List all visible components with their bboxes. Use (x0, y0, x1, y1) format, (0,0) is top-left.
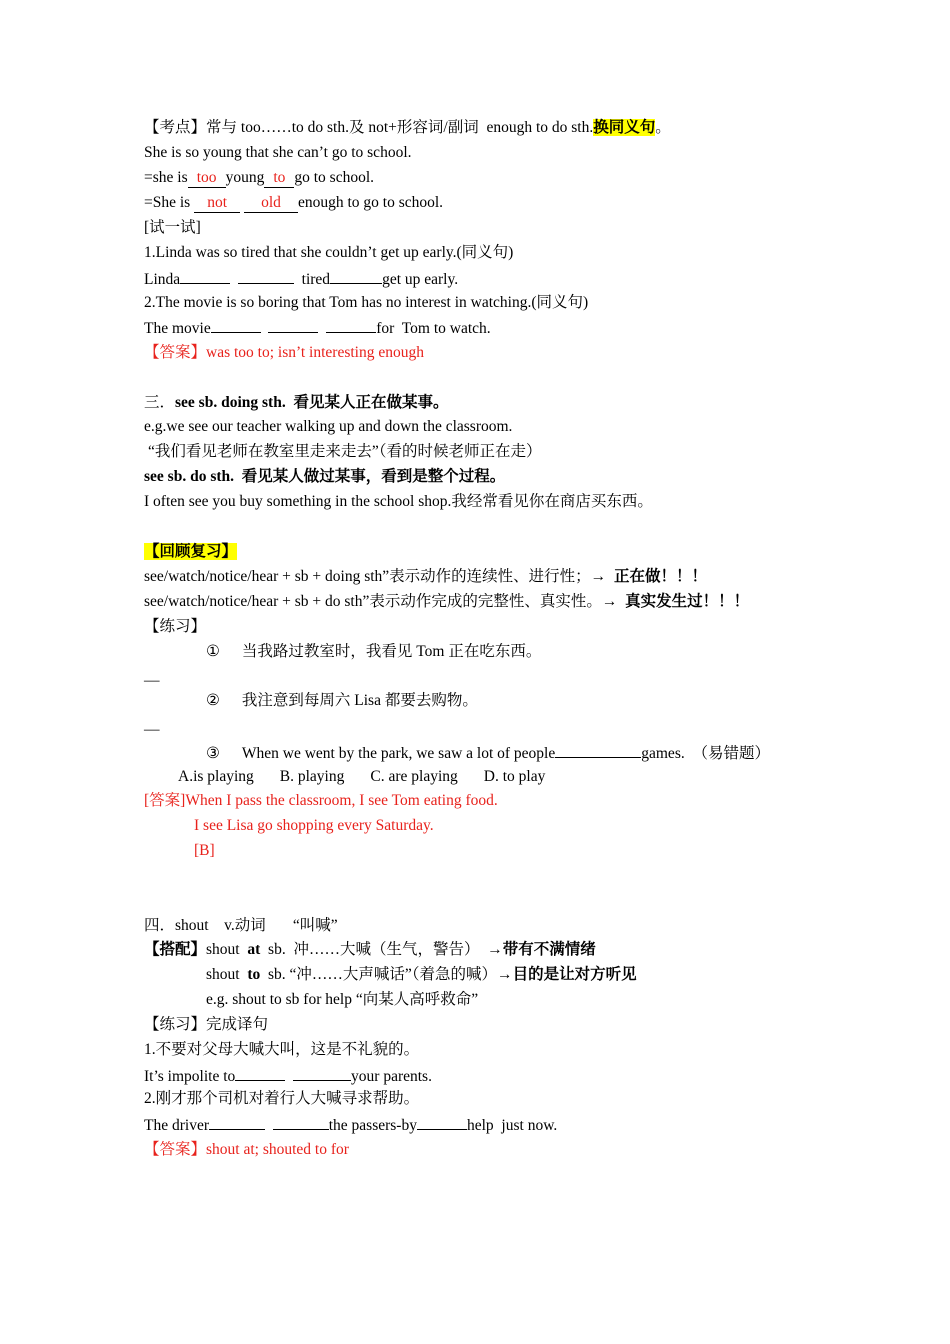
question-1: 1.Linda was so tired that she couldn’t get up early.(同义句) (144, 244, 514, 261)
q2-en-mid: the passers-by (328, 1117, 417, 1134)
item-text: 我注意到每周六 Lisa 都要去购物。 (241, 692, 478, 709)
blank[interactable] (209, 1115, 265, 1130)
blank[interactable] (326, 318, 376, 333)
ex2-part-a: =she is (144, 169, 188, 186)
review-line-2-text: see/watch/notice/hear + sb + do sth”表示动作完成的完整性、真实性。→ (144, 593, 626, 610)
review-line-2 (144, 593, 749, 611)
review-answer-2: I see Lisa go shopping every Saturday. (194, 817, 434, 834)
blank[interactable] (235, 1066, 285, 1081)
ex2-part-d: go to school. (294, 169, 375, 186)
question-1-fill (144, 269, 458, 289)
collocation-1-at: at (247, 941, 261, 958)
collocation-2-a: shout (206, 966, 248, 983)
blank[interactable] (293, 1066, 351, 1081)
option-c[interactable]: C. are playing (370, 768, 458, 785)
item-text: When we went by the park, we saw a lot of people (241, 745, 556, 762)
collocation-2 (206, 966, 637, 984)
item-number: ② (206, 692, 220, 709)
review-line-2-emphasis: 真实发生过！！！ (625, 593, 750, 610)
blank[interactable] (238, 269, 294, 284)
section-3-heading: see sb. doing sth. 看见某人正在做某事。 (175, 394, 449, 411)
collocation-2-emphasis: 目的是让对方听见 (512, 966, 637, 983)
answer-too: too (188, 169, 226, 188)
answer-old: old (244, 194, 298, 213)
option-b[interactable]: B. playing (279, 768, 345, 785)
kaodian-highlight: 换同义句 (593, 119, 656, 136)
section-3-number: 三． (144, 394, 176, 411)
section-3-title-2: see sb. do sth. 看见某人做过某事，看到是整个过程。 (144, 468, 506, 485)
blank[interactable] (273, 1115, 329, 1130)
collocation-1-a: shout (206, 941, 248, 958)
blank[interactable] (211, 318, 261, 333)
collocation-2-to: to (247, 966, 261, 983)
q2-en-start: The driver (144, 1117, 209, 1134)
section-4-q1: 1.不要对父母大喊大叫，这是不礼貌的。 (144, 1041, 420, 1058)
review-line-1 (144, 568, 707, 586)
item-text-end: games. （易错题） (641, 745, 770, 762)
practice-item-1 (206, 643, 541, 661)
question-2: 2.The movie is so boring that Tom has no interest in watching.(同义句) (144, 294, 589, 311)
answer-1: 【答案】was too to; isn’t interesting enough (144, 344, 424, 361)
q2-subject: The movie (144, 320, 211, 337)
section-4-title: 四．shout v.动词 “叫喊” (144, 917, 338, 934)
collocation-1 (144, 941, 596, 959)
section-4-answer: 【答案】shout at; shouted to for (144, 1141, 349, 1158)
practice-item-3 (206, 743, 770, 763)
section-3-example: e.g.we see our teacher walking up and down the classroom. (144, 418, 513, 435)
ex2-part-c: young (225, 169, 265, 186)
example-sentence-1: She is so young that she can’t go to school. (144, 144, 412, 161)
item-text: 当我路过教室时，我看见 Tom 正在吃东西。 (241, 643, 542, 660)
blank[interactable] (180, 269, 230, 284)
q2-end: for Tom to watch. (376, 320, 491, 337)
dash-line: — (144, 721, 160, 738)
review-line-1-text: see/watch/notice/hear + sb + doing sth”表示动作的连续性、进行性；→ (144, 568, 614, 585)
collocation-tag: 【搭配】 (144, 941, 207, 958)
item-number: ① (206, 643, 220, 660)
try-heading: [试一试] (144, 219, 201, 236)
section-4-q2: 2.刚才那个司机对着行人大喊寻求帮助。 (144, 1090, 420, 1107)
answer-to: to (264, 169, 294, 188)
review-heading (144, 543, 237, 561)
kaodian-end: 。 (655, 119, 671, 136)
collocation-1-emphasis: 带有不满情绪 (502, 941, 596, 958)
section-4-q1-fill (144, 1066, 432, 1086)
question-2-fill (144, 318, 491, 338)
practice-item-2 (206, 692, 478, 710)
review-answer-3: [B] (194, 842, 215, 859)
option-a[interactable]: A.is playing (178, 768, 254, 785)
q1-word: tired (301, 271, 331, 288)
section-4-practice: 【练习】完成译句 (144, 1016, 269, 1033)
blank[interactable] (268, 318, 318, 333)
q1-en-start: It’s impolite to (144, 1068, 236, 1085)
answer-not: not (194, 194, 240, 213)
blank[interactable] (330, 269, 382, 284)
review-tag: 【回顾复习】 (144, 543, 238, 560)
practice-heading: 【练习】 (144, 618, 207, 635)
section-3-translation: “我们看见老师在教室里走来走去”（看的时候老师正在走） (148, 443, 542, 460)
item-number: ③ (206, 745, 220, 762)
review-answer-1: [答案]When I pass the classroom, I see Tom eating food. (144, 792, 498, 809)
collocation-2-b: sb. “冲……大声喊话”（着急的喊）→ (260, 966, 513, 983)
example-sentence-3 (144, 194, 443, 213)
q2-en-end: help just now. (466, 1117, 558, 1134)
dash-line: — (144, 672, 160, 689)
kaodian-line (144, 119, 671, 137)
kaodian-tag: 【考点】 (144, 119, 207, 136)
collocation-1-b: sb. 冲……大喊（生气，警告） → (260, 941, 503, 958)
q1-en-end: your parents. (351, 1068, 432, 1085)
ex3-part-c: enough to go to school. (297, 194, 444, 211)
kaodian-text: 常与 too……to do sth.及 not+形容词/副词 enough to do sth. (206, 119, 594, 136)
review-line-1-emphasis: 正在做！！！ (613, 568, 707, 585)
collocation-example: e.g. shout to sb for help “向某人高呼救命” (206, 991, 479, 1008)
section-4-q2-fill (144, 1115, 557, 1135)
blank[interactable] (417, 1115, 467, 1130)
options-row (178, 768, 545, 786)
option-d[interactable]: D. to play (483, 768, 546, 785)
ex3-part-a: =She is (144, 194, 195, 211)
blank[interactable] (555, 743, 641, 758)
example-sentence-2 (144, 169, 374, 188)
q1-subject: Linda (144, 271, 181, 288)
section-3-example-2: I often see you buy something in the school shop.我经常看见你在商店买东西。 (144, 493, 653, 510)
q1-end: get up early. (382, 271, 459, 288)
section-3-title (144, 394, 448, 412)
